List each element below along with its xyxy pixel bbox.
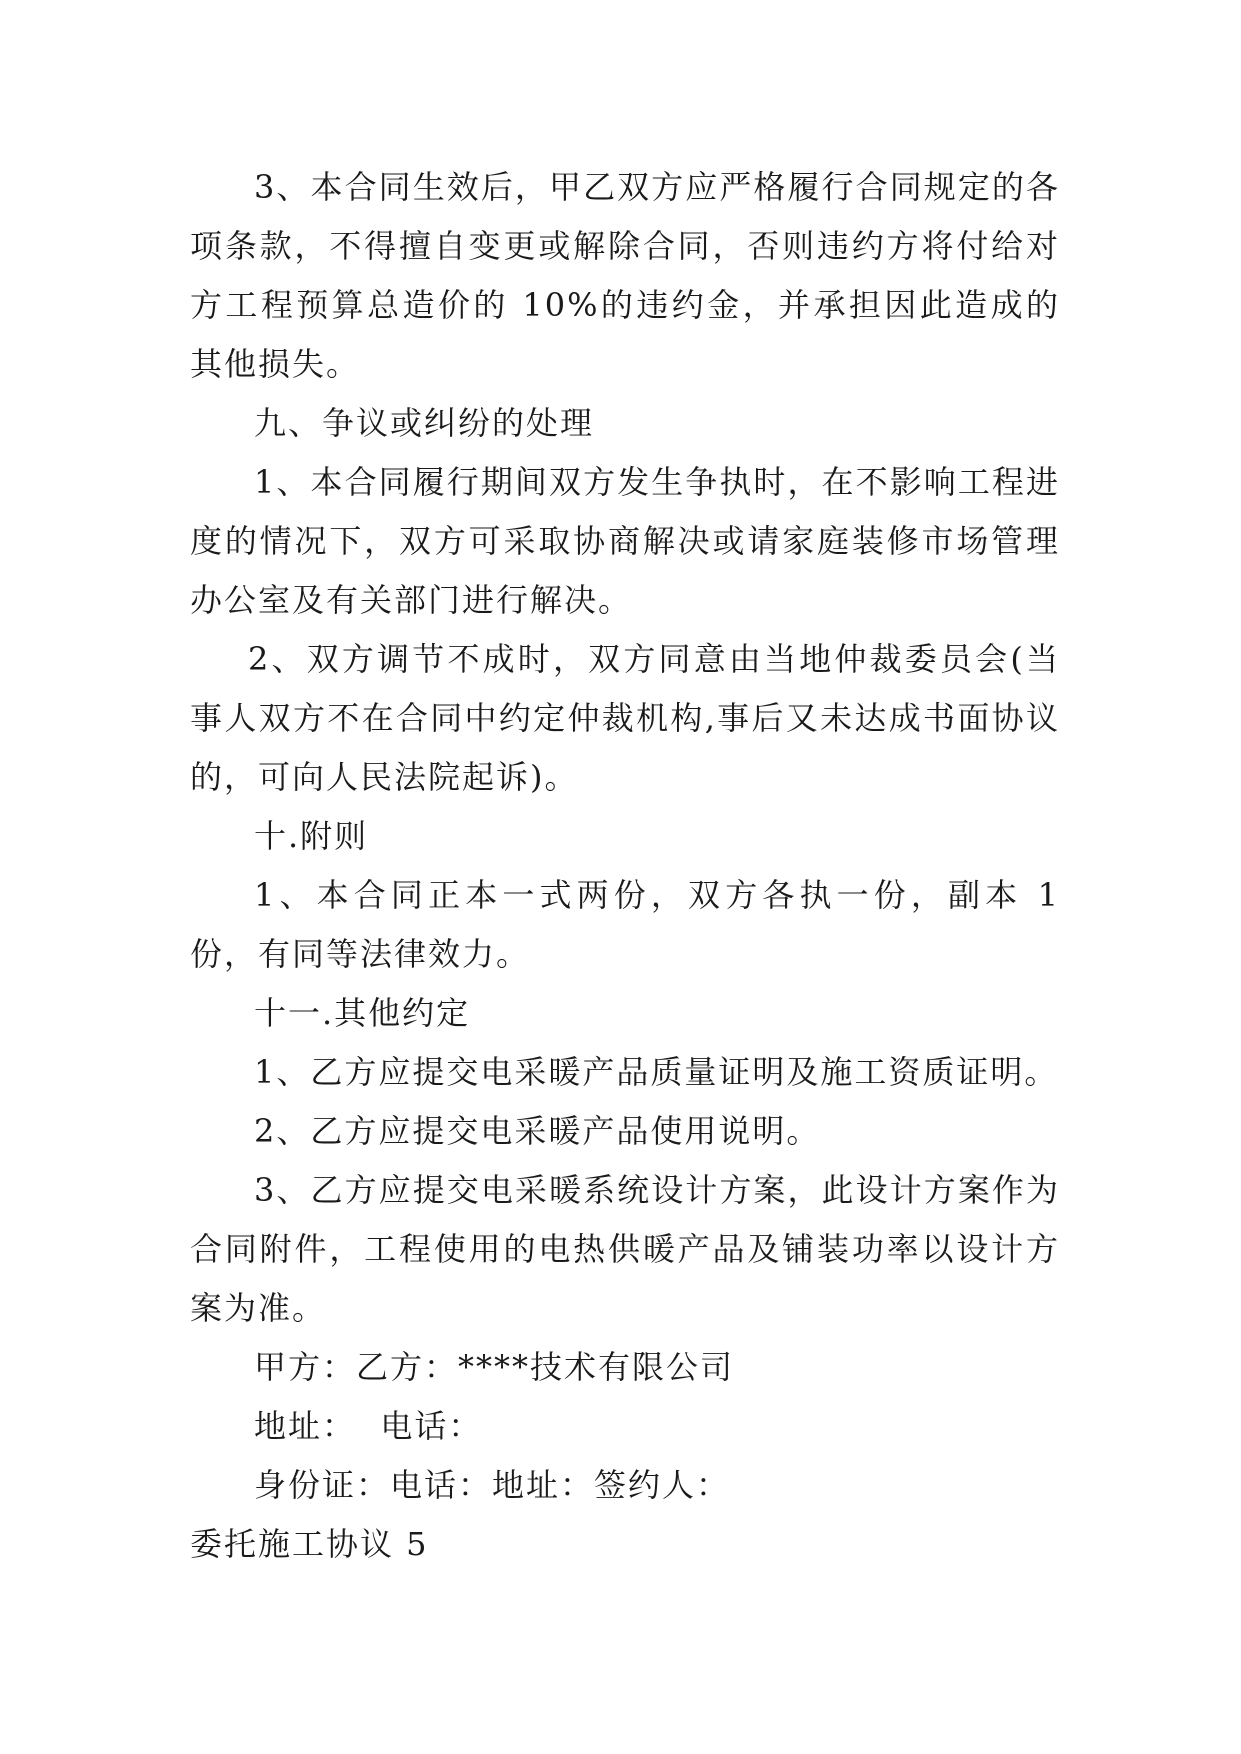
signature-id-signer: 身份证：电话：地址：签约人： bbox=[254, 1466, 731, 1504]
paragraph-usage-instructions: 2、乙方应提交电采暖产品使用说明。 bbox=[254, 1112, 821, 1150]
section-heading-other-terms: 十一.其他约定 bbox=[254, 994, 471, 1032]
paragraph-copies: 1、本合同正本一式两份，双方各执一份，副本 1 份，有同等法律效力。 bbox=[190, 876, 1060, 973]
paragraph-breach-clause: 3、本合同生效后，甲乙双方应严格履行合同规定的各项条款，不得擅自变更或解除合同，否则违约方将付给对方工程预算总造价的 10%的违约金，并承担因此造成的其他损失。 bbox=[190, 168, 1060, 383]
paragraph-dispute-negotiation: 1、本合同履行期间双方发生争执时，在不影响工程进度的情况下，双方可采取协商解决或请家庭装修市场管理办公室及有关部门进行解决。 bbox=[190, 463, 1060, 619]
paragraph-design-plan: 3、乙方应提交电采暖系统设计方案，此设计方案作为合同附件，工程使用的电热供暖产品及铺装功率以设计方案为准。 bbox=[190, 1171, 1060, 1327]
section-heading-appendix: 十.附则 bbox=[254, 817, 369, 855]
signature-address-phone: 地址： 电话： bbox=[254, 1407, 483, 1445]
paragraph-dispute-arbitration: 2、双方调节不成时，双方同意由当地仲裁委员会(当事人双方不在合同中约定仲裁机构,事后又未达成书面协议的，可向人民法院起诉)。 bbox=[190, 640, 1060, 796]
paragraph-quality-certificate: 1、乙方应提交电采暖产品质量证明及施工资质证明。 bbox=[254, 1053, 1059, 1091]
section-heading-dispute: 九、争议或纠纷的处理 bbox=[254, 404, 595, 442]
next-agreement-title: 委托施工协议 5 bbox=[190, 1525, 429, 1563]
document-page bbox=[190, 158, 1060, 1574]
signature-parties: 甲方：乙方：****技术有限公司 bbox=[254, 1348, 735, 1386]
